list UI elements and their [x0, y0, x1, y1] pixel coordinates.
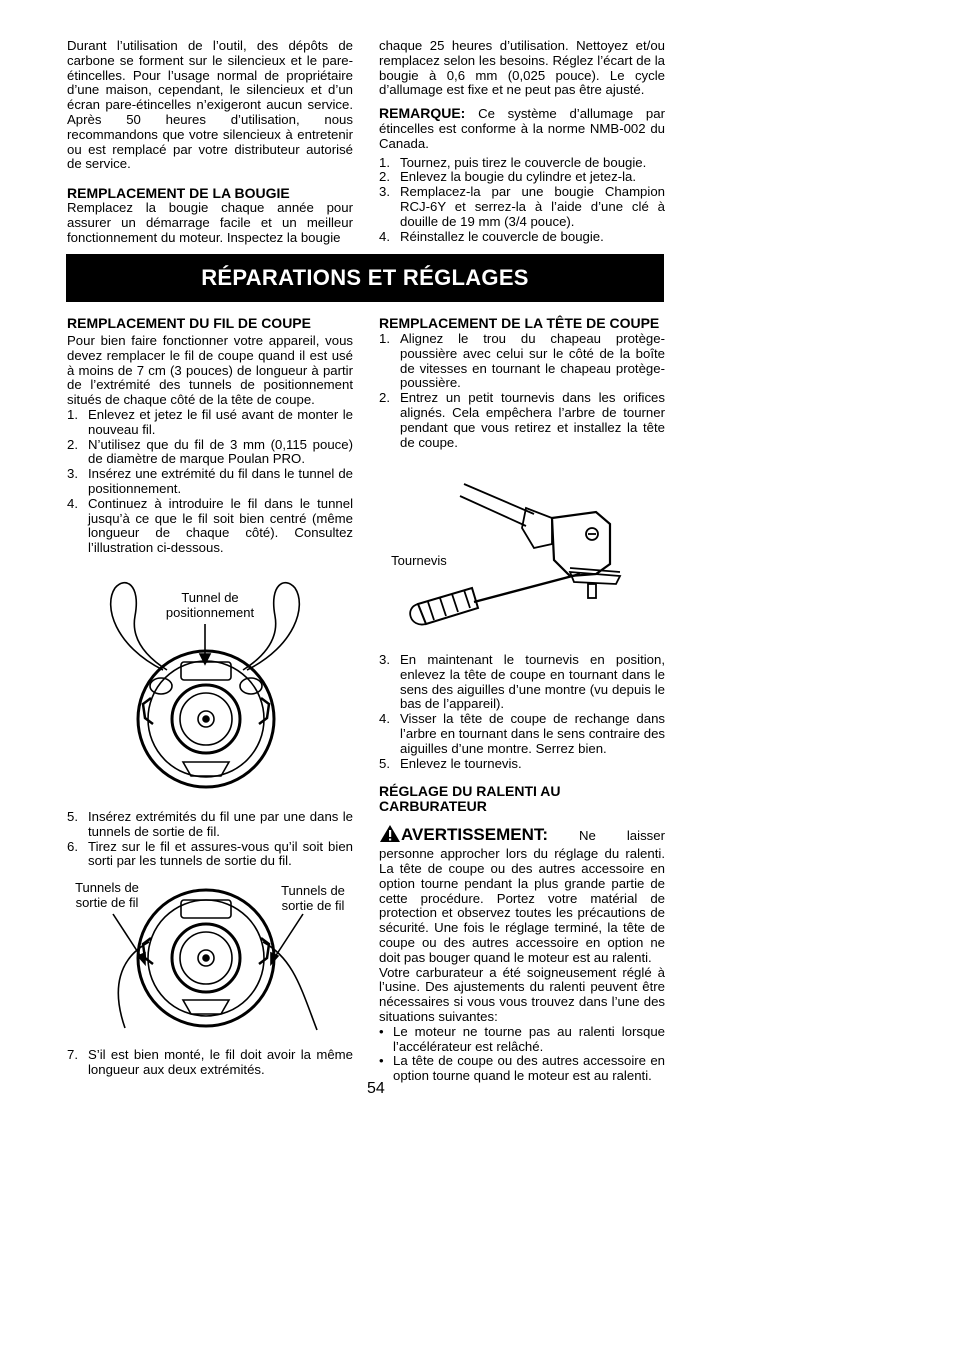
screwdriver-label: Tournevis: [386, 553, 452, 568]
list-item: 6. Tirez sur le fil et assures-vous qu’il soit bien sorti par les tunnels de sortie du fil.: [67, 838, 353, 869]
line-section-part2: [67, 810, 353, 869]
spark-plug-continued: chaque 25 heures d’utilisation. Nettoyez et/ou remplacez selon les besoins. Réglez l’écart de la bougie à 0,6 mm (0,025 pouce). Le cycle d’allumage est fixe et ne peut pas être ajusté.: [379, 38, 665, 98]
exit-tunnels-label-left: Tunnels de sortie de fil: [75, 880, 139, 910]
list-item: 4. Continuez à introduire le fil dans le tunnel jusqu’à ce que le fil soit bien centré (même longueur de chaque côté). Consultez l’illustration ci-dessous.: [67, 495, 353, 556]
list-item: 1. Enlevez et jetez le fil usé avant de monter le nouveau fil.: [67, 406, 353, 437]
warning-text: Ne laisser personne approcher lors du réglage du ralenti. La tête de coupe ou des autres accessoire en option tourne pendant la plus grande partie de cette procédure. Portez votre matérial de protection et observez toutes les précautions de sécurité. Une fois le réglage terminé, la tête de coupe ou des autres accessoire en option ne doit pas bouger quand le moteur est au ralenti.: [379, 828, 665, 965]
remark-label: REMARQUE:: [379, 105, 466, 122]
head-section-part2: [379, 653, 665, 1084]
list-item: 4. Réinstallez le couvercle de bougie.: [379, 228, 604, 244]
list-item: 3. Insérez une extrémité du fil dans le tunnel de positionnement.: [67, 466, 353, 496]
warning-triangle-icon: [379, 824, 401, 847]
carburetor-paragraph: Votre carburateur a été soigneusement réglé à l’usine. Des ajustements du ralenti peuvent être nécessaires si vous vous trouvez dans l’une des situations suivantes:: [379, 964, 665, 1024]
list-item: 5. Insérez extrémités du fil une par une dans le tunnels de sortie de fil.: [67, 809, 353, 839]
spark-plug-paragraph: Remplacez la bougie chaque année pour assurer un démarrage facile et un meilleur fonctionnement du moteur. Inspectez la bougie: [67, 200, 353, 245]
head-steps-a: [379, 332, 665, 450]
screwdriver-figure: [384, 478, 628, 636]
top-left-column: [67, 39, 353, 246]
line-steps-b: [67, 810, 353, 869]
line-section-part1: [67, 316, 353, 556]
spark-plug-steps: [379, 156, 665, 245]
spark-plug-heading: REMPLACEMENT DE LA BOUGIE: [67, 185, 290, 202]
list-item: • La tête de coupe ou des autres accessoire en option tourne quand le moteur est au ralenti.: [379, 1053, 665, 1084]
list-item: 1. Tournez, puis tirez le couvercle de bougie.: [379, 154, 647, 170]
exit-tunnels-figure: [65, 878, 355, 1036]
idle-conditions-list: [379, 1025, 665, 1084]
exit-tunnels-label-right: Tunnels de sortie de fil: [281, 883, 345, 913]
positioning-tunnel-figure: [105, 576, 305, 791]
list-item: 2. Entrez un petit tournevis dans les orifices alignés. Cela empêchera l’arbre de tourner pendant que vous retirez et installez la tête de coupe.: [379, 390, 665, 450]
line-steps-c: [67, 1048, 353, 1078]
head-section-part1: [379, 316, 665, 450]
list-item: 1. Alignez le trou du chapeau protège-poussière avec celui sur le côté de la boîte de vitesses en tournant le chapeau protège-poussière.: [379, 331, 665, 391]
top-right-column: [379, 39, 665, 244]
list-item: 3. En maintenant le tournevis en position, enlevez la tête de coupe en tournant dans le sens des aiguilles d’une montre (vu depuis le bas de l’appareil).: [379, 652, 665, 712]
page-number: 54: [367, 1080, 385, 1097]
head-steps-b: [379, 653, 665, 771]
list-item: 7. S’il est bien monté, le fil doit avoir la même longueur aux deux extrémités.: [67, 1047, 353, 1077]
list-item: 2. N’utilisez que du fil de 3 mm (0,115 pouce) de diamètre de marque Poulan PRO.: [67, 436, 353, 467]
idle-adjust-heading: RÉGLAGE DU RALENTI AU CARBURATEUR: [379, 783, 561, 815]
warning-paragraph: [379, 824, 665, 965]
list-item: 2. Enlevez la bougie du cylindre et jetez-la.: [379, 169, 637, 185]
line-section-part3: [67, 1048, 353, 1078]
remark-text: Ce système d’allumage par étincelles est conforme à la norme NMB-002 du Canada.: [379, 106, 665, 151]
section-banner: RÉPARATIONS ET RÉGLAGES: [66, 254, 664, 302]
line-replacement-heading: REMPLACEMENT DU FIL DE COUPE: [67, 315, 311, 331]
head-replacement-heading: REMPLACEMENT DE LA TÊTE DE COUPE: [379, 315, 660, 331]
line-steps-a: [67, 408, 353, 556]
remark-paragraph: [379, 106, 665, 151]
list-item: • Le moteur ne tourne pas au ralenti lorsque l’accélérateur est relâché.: [379, 1023, 665, 1054]
line-intro: Pour bien faire fonctionner votre appareil, vous devez remplacer le fil de coupe quand il est usé à moins de 7 cm (3 pouces) de longueur à partir de l’extrémité des tunnels de positionnement situés de chaque côté de la tête de coupe.: [67, 333, 353, 408]
list-item: 5. Enlevez le tournevis.: [379, 755, 522, 771]
list-item: 4. Visser la tête de coupe de rechange dans l’arbre en tournant dans le sens contraire des aiguilles d’une montre. Serrez bien.: [379, 711, 665, 756]
muffler-paragraph: Durant l’utilisation de l’outil, des dépôts de carbone se forment sur le silencieux et le pare-étincelles. Pour l’usage normal de propriétaire d’une maison, cependant, le silencieux et d’un écran pare-étincelles n’exigeront aucun service. Après 50 heures d’utilisation, nous recommandons que votre silencieux à entretenir ou est remplacé par votre distributeur autorisé de service.: [67, 38, 353, 172]
warning-label: AVERTISSEMENT:: [401, 825, 549, 845]
list-item: 3. Remplacez-la par une bougie Champion RCJ-6Y et serrez-la à l’aide d’une clé à douille de 19 mm (3/4 pouce).: [379, 184, 665, 229]
positioning-tunnel-label: Tunnel de positionnement: [155, 590, 265, 620]
